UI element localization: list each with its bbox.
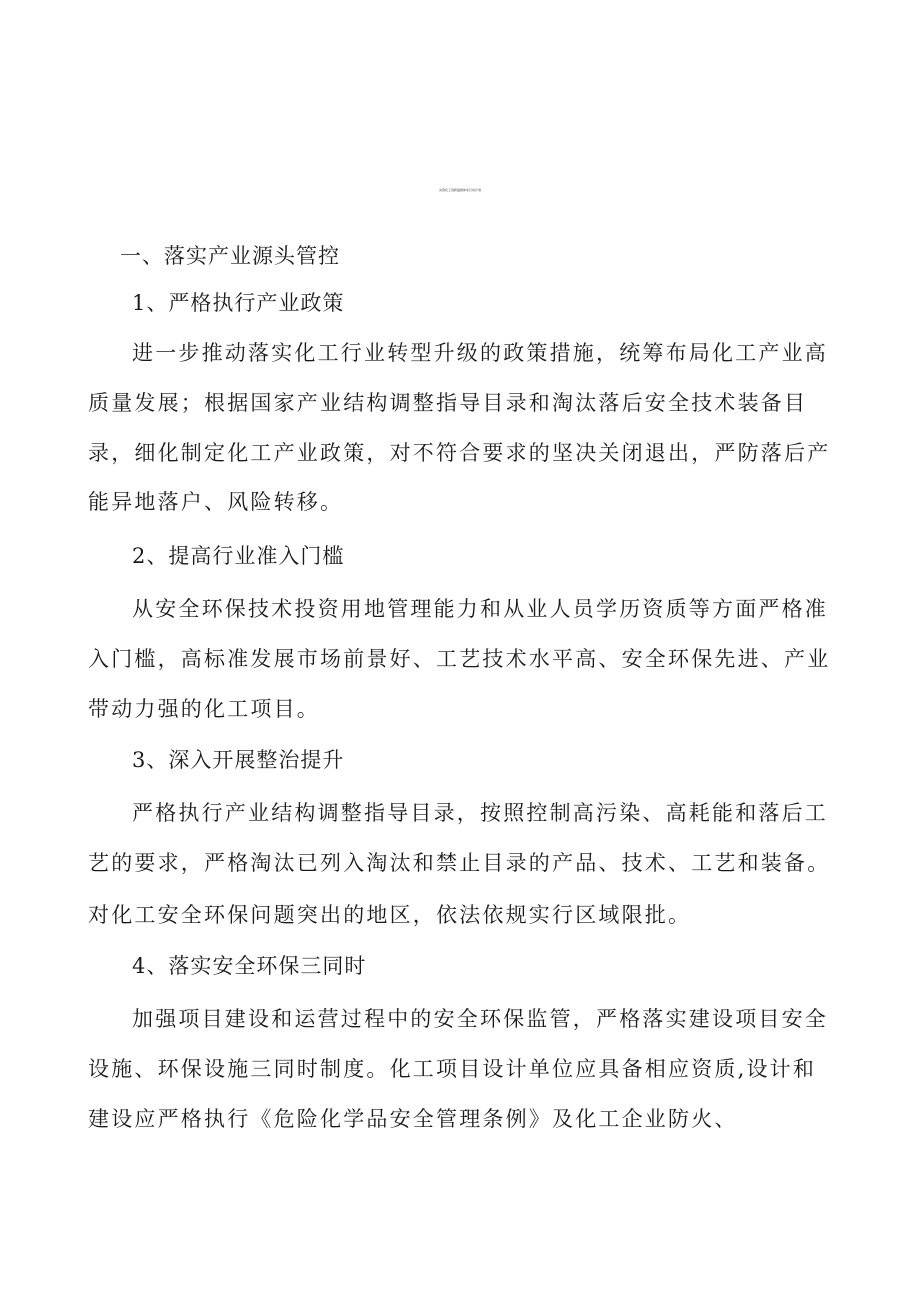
paragraph-line: 对化工安全环保问题突出的地区，依法依规实行区域限批。 [88,903,692,927]
subsection-heading: 4、落实安全环保三同时 [132,954,367,978]
paragraph-line: 能异地落户、风险转移。 [88,490,344,514]
paragraph-line: 严格执行产业结构调整指导目录，按照控制高污染、高耗能和落后工 [132,801,828,825]
document-title: 完善化工创新鼓励体系行动计划 [438,188,481,192]
paragraph-line: 录，细化制定化工产业政策，对不符合要求的坚决关闭退出，严防落后产 [88,441,831,465]
paragraph-line: 质量发展；根据国家产业结构调整指导目录和淘汰落后安全技术装备目 [88,391,808,415]
section-heading: 一、落实产业源头管控 [120,244,340,268]
paragraph-line: 设施、环保设施三同时制度。化工项目设计单位应具备相应资质,设计和 [88,1057,817,1081]
paragraph-line: 加强项目建设和运营过程中的安全环保监管，严格落实建设项目安全 [132,1007,828,1031]
subsection-heading: 1、严格执行产业政策 [132,291,345,315]
paragraph-line: 从安全环保技术投资用地管理能力和从业人员学历资质等方面严格准 [132,597,828,621]
paragraph-line: 入门槛，高标准发展市场前景好、工艺技术水平高、安全环保先进、产业 [88,647,831,671]
subsection-heading: 2、提高行业准入门槛 [132,544,345,568]
paragraph-line: 带动力强的化工项目。 [88,697,320,721]
paragraph-line: 建设应严格执行《危险化学品安全管理条例》及化工企业防火、 [88,1107,738,1131]
paragraph-line: 艺的要求，严格淘汰已列入淘汰和禁止目录的产品、技术、工艺和装备。 [88,851,831,875]
paragraph-line: 进一步推动落实化工行业转型升级的政策措施，统筹布局化工产业高 [132,341,828,365]
subsection-heading: 3、深入开展整治提升 [132,748,345,772]
